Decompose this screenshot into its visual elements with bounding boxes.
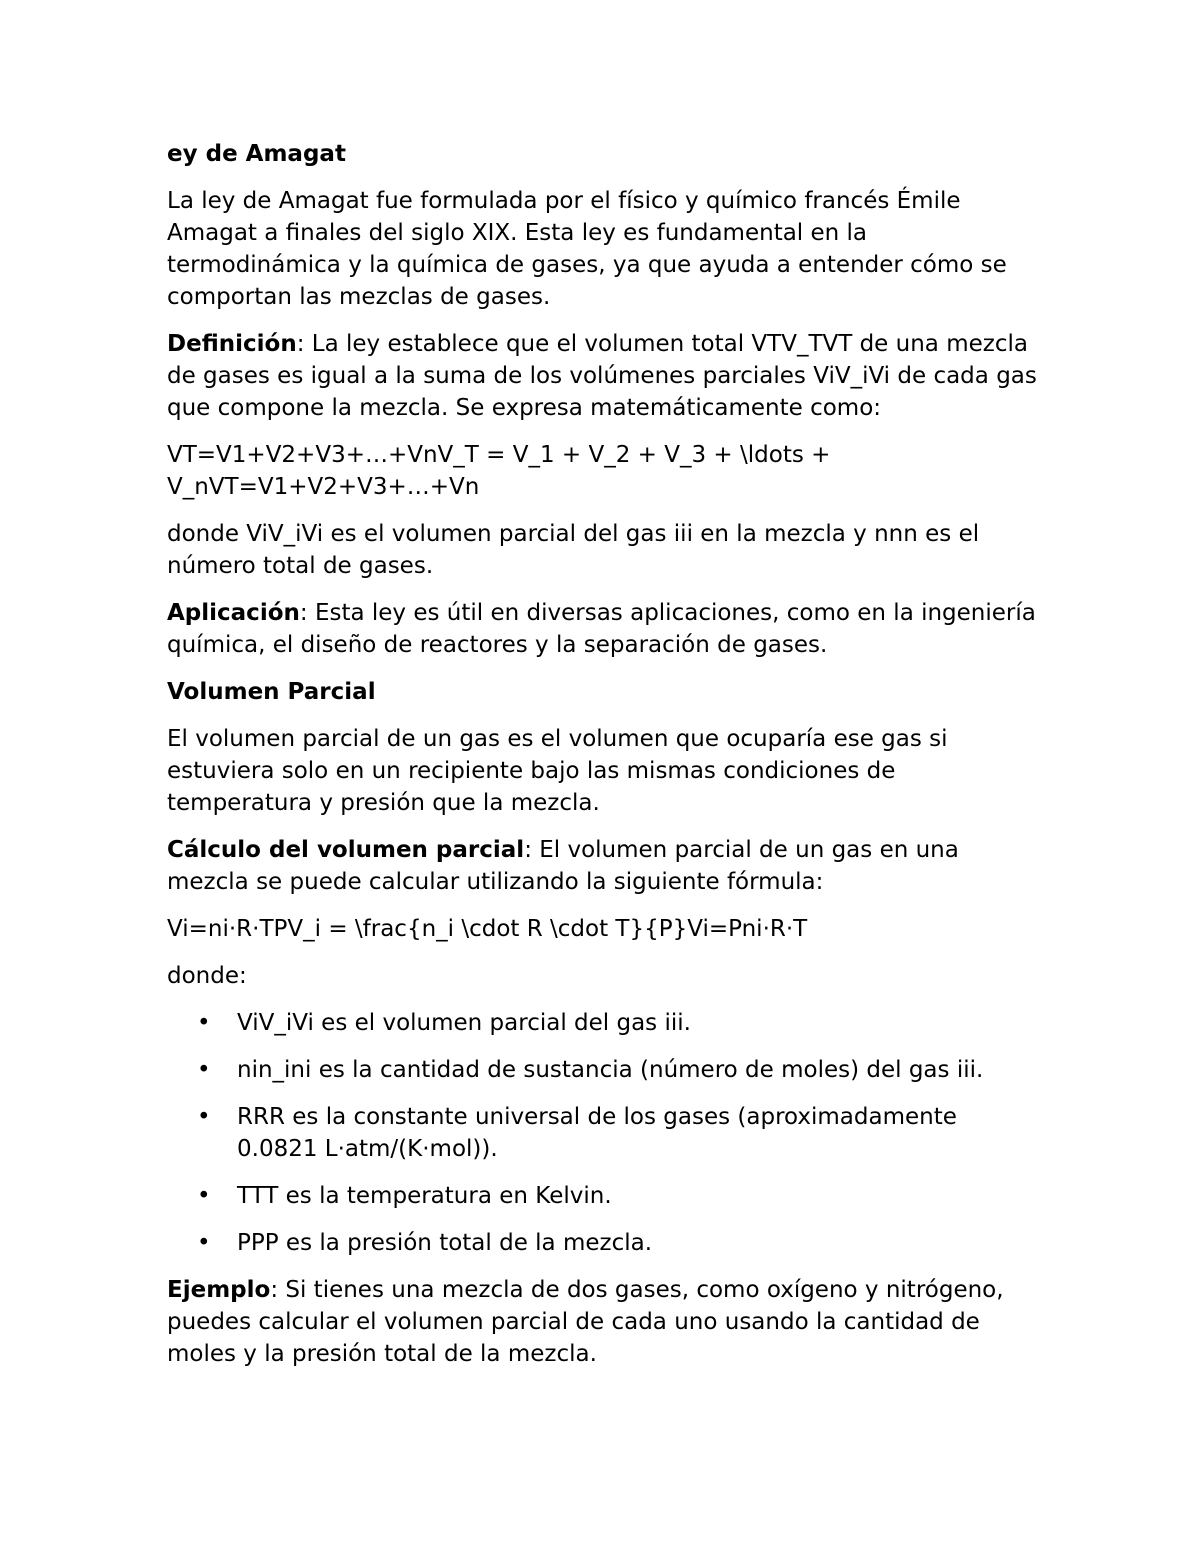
- list-item-text: ViV_iVi es el volumen parcial del gas iii.: [237, 1010, 691, 1036]
- application-text: : Esta ley es útil en diversas aplicaciones, como en la ingeniería química, el diseño de reactores y la separación de gases.: [167, 600, 1036, 658]
- formula-partial-volume: Vi=ni⋅R⋅TPV_i = \frac{n_i \cdot R \cdot T}{P}Vi=Pni⋅R⋅T: [167, 916, 808, 942]
- list-item-text: TTT es la temperatura en Kelvin.: [237, 1183, 612, 1209]
- variable-list: [167, 1007, 1037, 1259]
- list-item: [167, 1007, 1037, 1039]
- bullet-icon: •: [197, 1104, 211, 1130]
- calculation-label: Cálculo del volumen parcial: [167, 837, 525, 863]
- list-item: [167, 1227, 1037, 1259]
- application-label: Aplicación: [167, 600, 300, 626]
- document-title: ey de Amagat: [167, 141, 346, 167]
- list-item-text: RRR es la constante universal de los gases (aproximadamente 0.0821 L·atm/(K·mol)).: [237, 1104, 957, 1162]
- list-item: [167, 1054, 1037, 1086]
- bullet-icon: •: [197, 1057, 211, 1083]
- example-label: Ejemplo: [167, 1277, 271, 1303]
- intro-paragraph: La ley de Amagat fue formulada por el físico y químico francés Émile Amagat a finales del siglo XIX. Esta ley es fundamental en la termodinámica y la química de gases, ya que ayuda a entender cómo se comportan las mezclas de gases.: [167, 188, 1007, 310]
- document-page: [167, 138, 1037, 1385]
- example-text: : Si tienes una mezcla de dos gases, como oxígeno y nitrógeno, puedes calcular el volumen parcial de cada uno usando la cantidad de moles y la presión total de la mezcla.: [167, 1277, 1004, 1367]
- application-paragraph: [167, 597, 1037, 661]
- list-item-text: PPP es la presión total de la mezcla.: [237, 1230, 653, 1256]
- calculation-paragraph: [167, 834, 1037, 898]
- bullet-icon: •: [197, 1010, 211, 1036]
- list-item: [167, 1101, 1037, 1165]
- list-item-text: nin_ini es la cantidad de sustancia (número de moles) del gas iii.: [237, 1057, 984, 1083]
- example-paragraph: [167, 1274, 1037, 1370]
- calculation-text: : El volumen parcial de un gas en una mezcla se puede calcular utilizando la siguiente fórmula:: [167, 837, 959, 895]
- formula-total-volume-note: donde ViV_iVi es el volumen parcial del gas iii en la mezcla y nnn es el número total de gases.: [167, 521, 980, 579]
- definition-label: Definición: [167, 331, 297, 357]
- where-label: donde:: [167, 963, 247, 989]
- partial-volume-paragraph: El volumen parcial de un gas es el volumen que ocuparía ese gas si estuviera solo en un recipiente bajo las mismas condiciones de temperatura y presión que la mezcla.: [167, 726, 948, 816]
- definition-text: : La ley establece que el volumen total VTV_TVT de una mezcla de gases es igual a la suma de los volúmenes parciales ViV_iVi de cada gas que compone la mezcla. Se expresa matemáticamente como:: [167, 331, 1037, 421]
- list-item: [167, 1180, 1037, 1212]
- partial-volume-heading: Volumen Parcial: [167, 679, 376, 705]
- bullet-icon: •: [197, 1183, 211, 1209]
- definition-paragraph: [167, 328, 1037, 424]
- bullet-icon: •: [197, 1230, 211, 1256]
- formula-total-volume: VT=V1+V2+V3+…+VnV_T = V_1 + V_2 + V_3 + \ldots + V_nVT=V1+V2+V3+…+Vn: [167, 442, 831, 500]
